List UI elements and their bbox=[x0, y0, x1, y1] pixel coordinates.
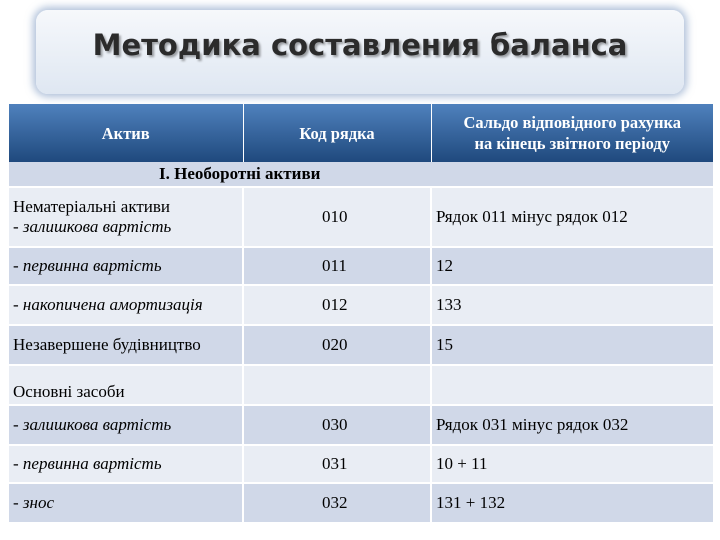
row-name: Основні засоби bbox=[9, 365, 243, 405]
section-title: І. Необоротні активи bbox=[9, 162, 713, 187]
row-name: Нематеріальні активи - залишкова вартість bbox=[9, 187, 243, 247]
table-row bbox=[9, 445, 713, 483]
row-name: Незавершене будівництво bbox=[9, 325, 243, 365]
row-name: - залишкова вартість bbox=[9, 405, 243, 445]
header-active: Актив bbox=[9, 104, 243, 162]
row-value: 12 bbox=[431, 247, 713, 285]
table-row bbox=[9, 247, 713, 285]
row-code bbox=[243, 365, 431, 405]
row-name: - первинна вартість bbox=[9, 247, 243, 285]
row-value: Рядок 031 мінус рядок 032 bbox=[431, 405, 713, 445]
row-value: 10 + 11 bbox=[431, 445, 713, 483]
row-name: - первинна вартість bbox=[9, 445, 243, 483]
balance-table bbox=[9, 104, 713, 524]
section-row bbox=[9, 162, 713, 187]
table-row bbox=[9, 187, 713, 247]
row-code: 012 bbox=[243, 285, 431, 325]
row-code: 011 bbox=[243, 247, 431, 285]
row-value: 15 bbox=[431, 325, 713, 365]
row-value: Рядок 011 мінус рядок 012 bbox=[431, 187, 713, 247]
table-header bbox=[9, 104, 713, 162]
row-code: 032 bbox=[243, 483, 431, 523]
header-balance bbox=[431, 104, 713, 162]
header-balance-line2: на кінець звітного періоду bbox=[474, 134, 671, 153]
row-value: 133 bbox=[431, 285, 713, 325]
row-code: 030 bbox=[243, 405, 431, 445]
table-row bbox=[9, 483, 713, 523]
row-code: 031 bbox=[243, 445, 431, 483]
header-code: Код рядка bbox=[243, 104, 431, 162]
table-row bbox=[9, 365, 713, 405]
row-code: 020 bbox=[243, 325, 431, 365]
row-value: 131 + 132 bbox=[431, 483, 713, 523]
page-title: Методика составления баланса bbox=[92, 28, 628, 62]
table-row bbox=[9, 405, 713, 445]
table-row bbox=[9, 285, 713, 325]
header-balance-line1: Сальдо відповідного рахунка bbox=[463, 113, 682, 132]
row-name: - знос bbox=[9, 483, 243, 523]
table-row bbox=[9, 325, 713, 365]
row-value bbox=[431, 365, 713, 405]
title-box bbox=[36, 10, 684, 94]
row-name: - накопичена амортизація bbox=[9, 285, 243, 325]
row-code: 010 bbox=[243, 187, 431, 247]
